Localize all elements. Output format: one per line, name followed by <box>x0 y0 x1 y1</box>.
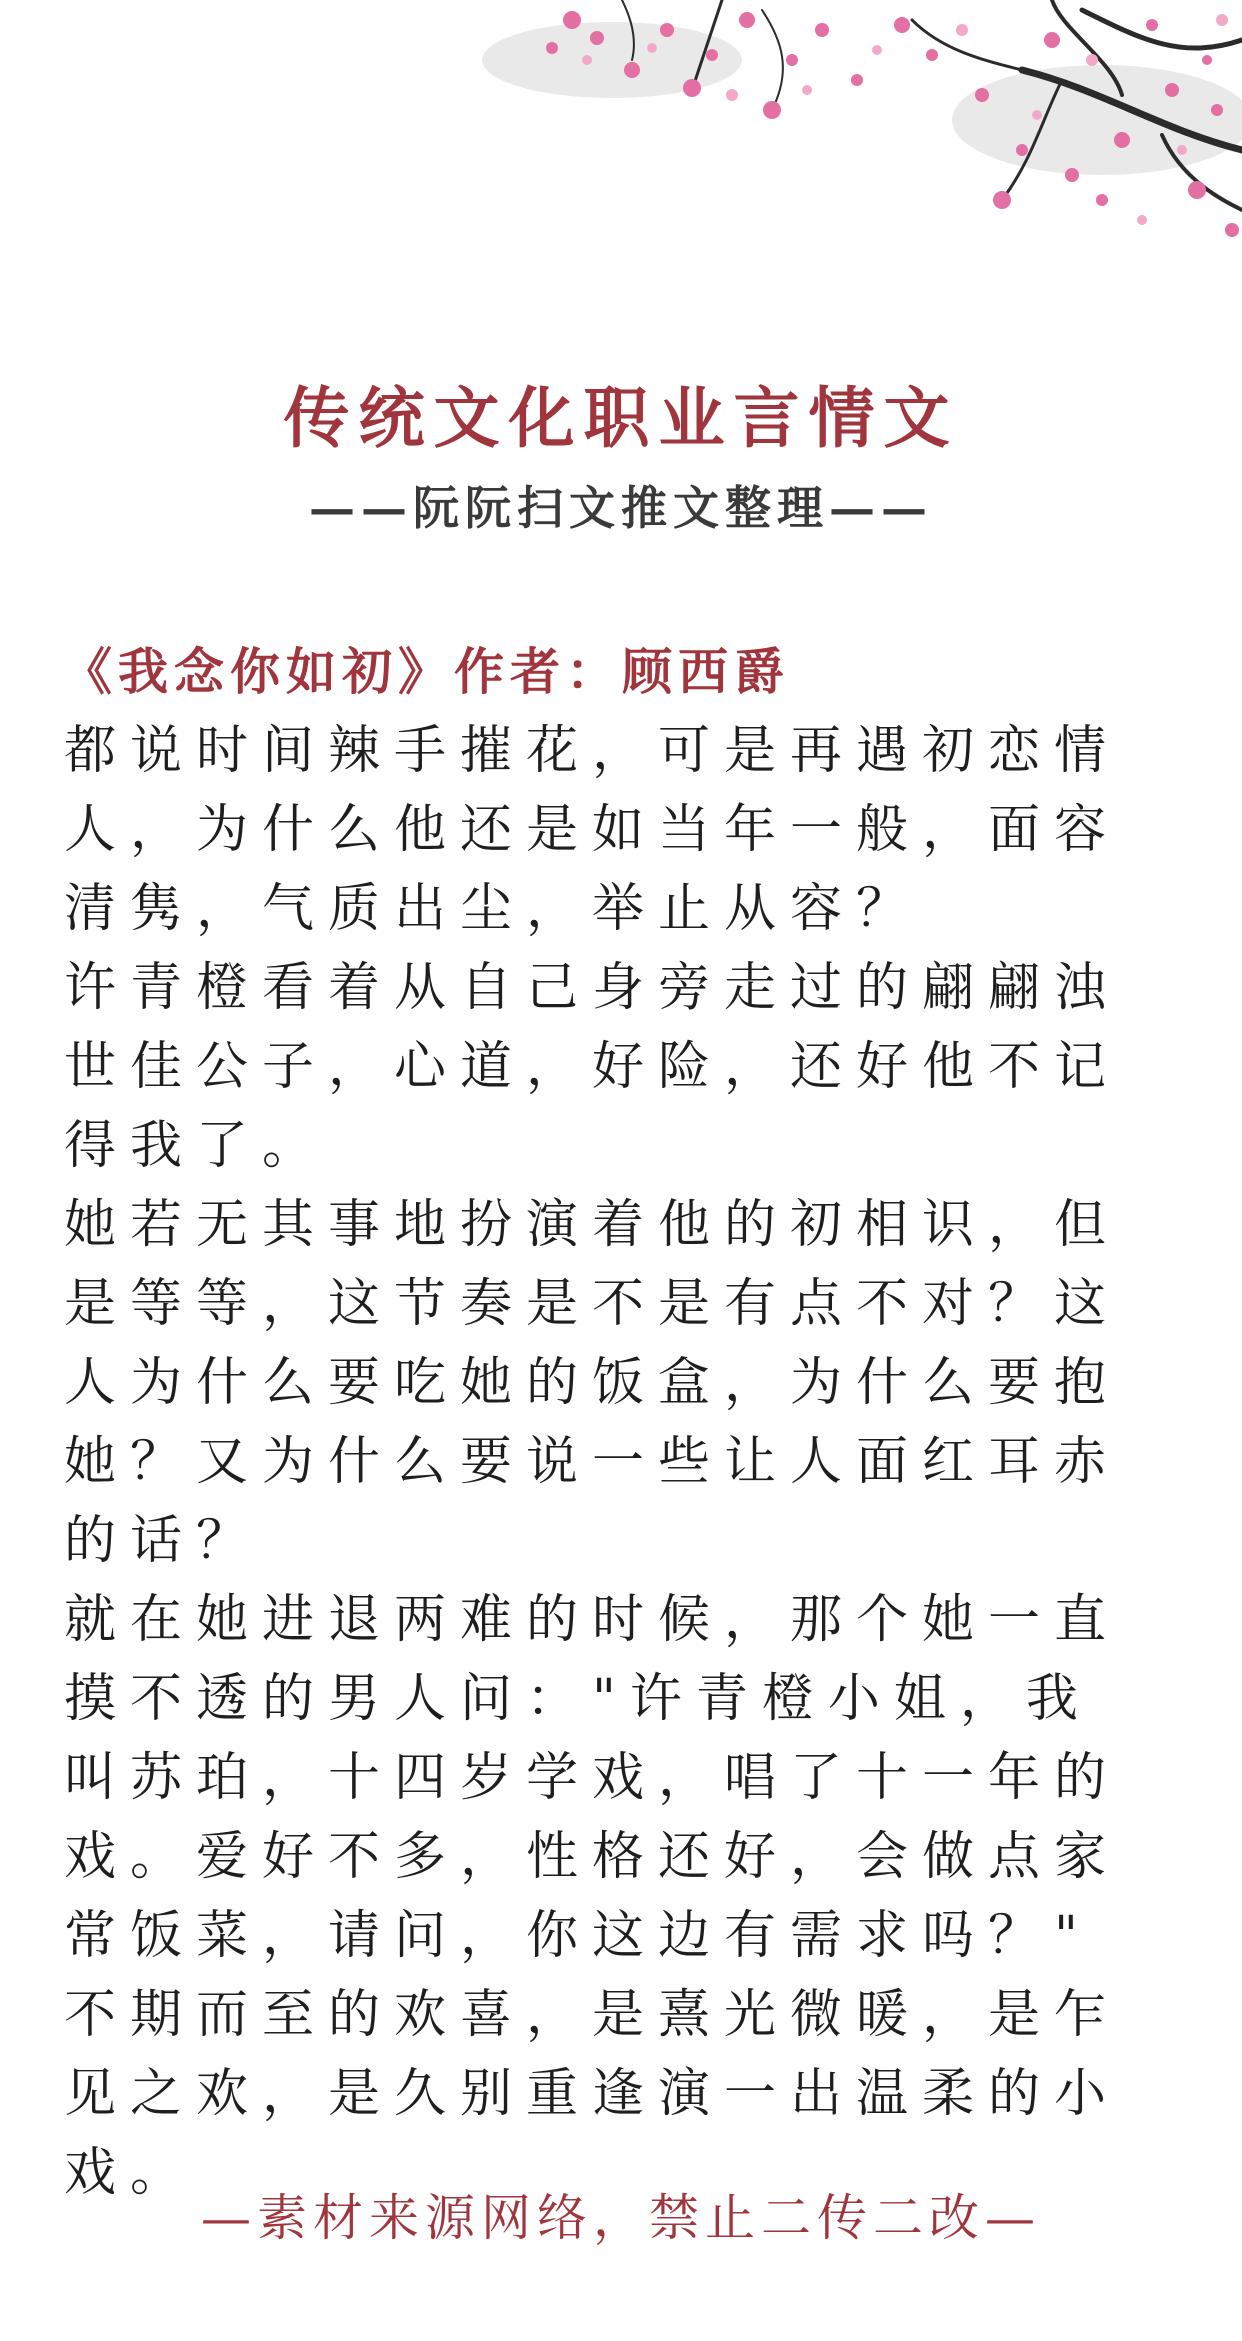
synopsis-paragraph: 不期而至的欢喜，是熹光微暖，是乍见之欢，是久别重逢演一出温柔的小戏。 <box>64 1985 1121 2203</box>
page-title: 传统文化职业言情文 <box>283 379 959 457</box>
book-heading: 《我念你如初》作者：顾西爵 <box>62 642 790 701</box>
book-synopsis <box>64 712 1132 2213</box>
synopsis-paragraph: 许青橙看着从自己身旁走过的翩翩浊世佳公子，心道，好险，还好他不记得我了。 <box>64 958 1121 1176</box>
plum-blossom-branch-icon <box>462 0 1242 280</box>
source-disclaimer: —素材来源网络，禁止二传二改— <box>201 2189 1041 2247</box>
page-subtitle: ——阮阮扫文推文整理—— <box>309 481 933 535</box>
synopsis-paragraph: 就在她进退两难的时候，那个她一直摸不透的男人问："许青橙小姐，我叫苏珀，十四岁学戏，唱了十一年的戏。爱好不多，性格还好，会做点家常饭菜，请问，你这边有需求吗？" <box>64 1590 1121 1966</box>
synopsis-paragraph: 都说时间辣手摧花，可是再遇初恋情人，为什么他还是如当年一般，面容清隽，气质出尘，举止从容？ <box>64 721 1121 939</box>
synopsis-paragraph: 她若无其事地扮演着他的初相识，但是等等，这节奏是不是有点不对？这人为什么要吃她的饭盒，为什么要抱她？又为什么要说一些让人面红耳赤的话？ <box>64 1195 1121 1571</box>
